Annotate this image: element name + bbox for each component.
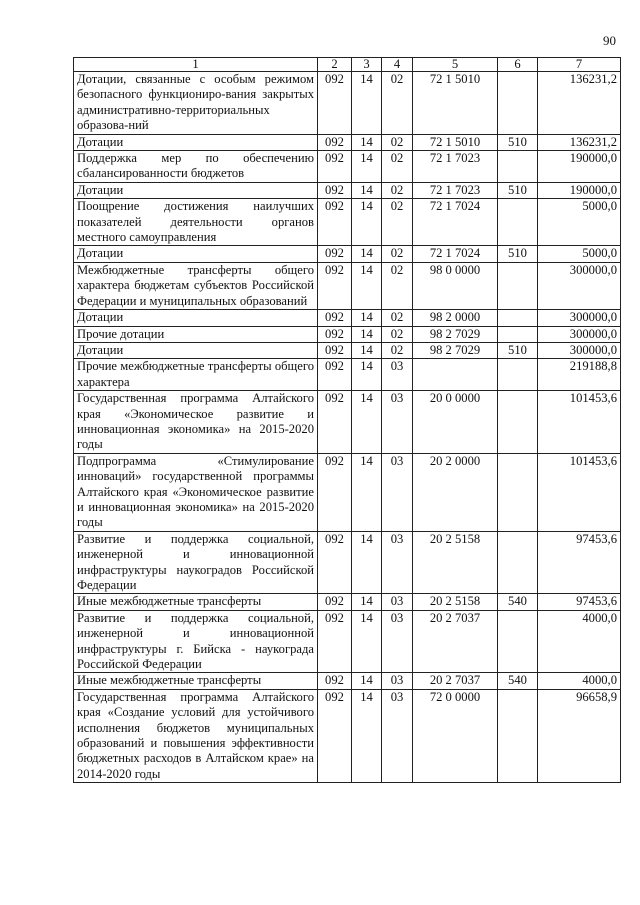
cell-grbs: 092	[318, 199, 352, 246]
cell-subsection: 03	[382, 594, 413, 610]
cell-name: Государственная программа Алтайского края «Создание условий для устойчивого исполнения бюджетов муниципальных образований и повышения эффективности бюджетных расходов в Алтайском крае» на 2014-2020 годы	[74, 689, 318, 782]
cell-amount: 4000,0	[538, 673, 621, 689]
cell-subsection: 02	[382, 326, 413, 342]
cell-section: 14	[352, 673, 382, 689]
cell-target-article: 98 2 7029	[413, 342, 498, 358]
cell-name: Дотации	[74, 310, 318, 326]
cell-expense-type: 540	[498, 673, 538, 689]
cell-target-article: 20 2 7037	[413, 610, 498, 673]
cell-section: 14	[352, 610, 382, 673]
header-cell-gr: 2	[318, 58, 352, 72]
cell-target-article: 98 2 7029	[413, 326, 498, 342]
cell-expense-type: 510	[498, 134, 538, 150]
cell-grbs: 092	[318, 151, 352, 183]
cell-section: 14	[352, 72, 382, 135]
cell-section: 14	[352, 689, 382, 782]
cell-section: 14	[352, 262, 382, 309]
cell-section: 14	[352, 310, 382, 326]
cell-section: 14	[352, 134, 382, 150]
cell-name: Дотации	[74, 134, 318, 150]
cell-amount: 97453,6	[538, 531, 621, 594]
cell-section: 14	[352, 453, 382, 531]
table-body	[74, 72, 621, 783]
cell-grbs: 092	[318, 359, 352, 391]
cell-amount: 5000,0	[538, 199, 621, 246]
cell-name: Поддержка мер по обеспечению сбалансированности бюджетов	[74, 151, 318, 183]
cell-subsection: 03	[382, 531, 413, 594]
cell-grbs: 092	[318, 342, 352, 358]
cell-grbs: 092	[318, 594, 352, 610]
budget-table	[73, 57, 621, 783]
cell-section: 14	[352, 531, 382, 594]
cell-target-article: 98 2 0000	[413, 310, 498, 326]
cell-target-article: 72 0 0000	[413, 689, 498, 782]
cell-grbs: 092	[318, 531, 352, 594]
cell-name: Развитие и поддержка социальной, инженерной и инновационной инфраструктуры г. Бийска - наукограда Российской Федерации	[74, 610, 318, 673]
table-row	[74, 326, 621, 342]
cell-name: Развитие и поддержка социальной, инженерной и инновационной инфраструктуры наукоградов Российской Федерации	[74, 531, 318, 594]
cell-expense-type	[498, 453, 538, 531]
cell-target-article: 20 0 0000	[413, 391, 498, 454]
cell-name: Подпрограмма «Стимулирование инноваций» государственной программы Алтайского края «Экономическое развитие и инновационная экономика» на 2015-2020 годы	[74, 453, 318, 531]
cell-name: Иные межбюджетные трансферты	[74, 594, 318, 610]
header-cell-sum: 7	[538, 58, 621, 72]
cell-expense-type	[498, 610, 538, 673]
cell-grbs: 092	[318, 453, 352, 531]
cell-subsection: 02	[382, 246, 413, 262]
cell-target-article: 72 1 7023	[413, 151, 498, 183]
table-row	[74, 262, 621, 309]
cell-amount: 300000,0	[538, 342, 621, 358]
cell-expense-type	[498, 72, 538, 135]
cell-grbs: 092	[318, 391, 352, 454]
cell-section: 14	[352, 359, 382, 391]
header-cell-rz: 3	[352, 58, 382, 72]
table-row	[74, 134, 621, 150]
cell-grbs: 092	[318, 262, 352, 309]
cell-expense-type	[498, 326, 538, 342]
table-row	[74, 610, 621, 673]
cell-subsection: 02	[382, 151, 413, 183]
cell-subsection: 03	[382, 689, 413, 782]
table-row	[74, 151, 621, 183]
table-row	[74, 310, 621, 326]
cell-subsection: 03	[382, 391, 413, 454]
cell-subsection: 02	[382, 72, 413, 135]
cell-expense-type: 510	[498, 342, 538, 358]
header-cell-cs: 5	[413, 58, 498, 72]
cell-target-article: 72 1 7024	[413, 199, 498, 246]
cell-name: Прочие межбюджетные трансферты общего характера	[74, 359, 318, 391]
cell-expense-type	[498, 199, 538, 246]
cell-name: Иные межбюджетные трансферты	[74, 673, 318, 689]
cell-target-article: 20 2 5158	[413, 531, 498, 594]
cell-grbs: 092	[318, 326, 352, 342]
cell-grbs: 092	[318, 610, 352, 673]
cell-grbs: 092	[318, 134, 352, 150]
cell-name: Государственная программа Алтайского края «Экономическое развитие и инновационная экономика» на 2015-2020 годы	[74, 391, 318, 454]
cell-grbs: 092	[318, 246, 352, 262]
table-row	[74, 72, 621, 135]
cell-name: Дотации	[74, 342, 318, 358]
cell-target-article: 72 1 5010	[413, 134, 498, 150]
cell-amount: 136231,2	[538, 72, 621, 135]
cell-amount: 190000,0	[538, 151, 621, 183]
cell-amount: 300000,0	[538, 262, 621, 309]
cell-subsection: 02	[382, 199, 413, 246]
cell-expense-type	[498, 262, 538, 309]
cell-section: 14	[352, 391, 382, 454]
table-row	[74, 342, 621, 358]
header-row	[74, 58, 621, 72]
cell-subsection: 02	[382, 342, 413, 358]
cell-target-article: 98 0 0000	[413, 262, 498, 309]
cell-amount: 300000,0	[538, 310, 621, 326]
cell-grbs: 092	[318, 182, 352, 198]
cell-subsection: 03	[382, 673, 413, 689]
page-number: 90	[603, 33, 616, 48]
cell-amount: 97453,6	[538, 594, 621, 610]
cell-section: 14	[352, 246, 382, 262]
cell-expense-type: 510	[498, 246, 538, 262]
cell-subsection: 03	[382, 610, 413, 673]
cell-expense-type	[498, 151, 538, 183]
cell-section: 14	[352, 199, 382, 246]
cell-section: 14	[352, 342, 382, 358]
table-row	[74, 689, 621, 782]
cell-expense-type	[498, 310, 538, 326]
cell-grbs: 092	[318, 689, 352, 782]
cell-subsection: 03	[382, 359, 413, 391]
cell-amount: 300000,0	[538, 326, 621, 342]
cell-name: Поощрение достижения наилучших показателей деятельности органов местного самоуправления	[74, 199, 318, 246]
cell-expense-type	[498, 531, 538, 594]
cell-amount: 96658,9	[538, 689, 621, 782]
cell-subsection: 02	[382, 310, 413, 326]
table-row	[74, 246, 621, 262]
table-row	[74, 594, 621, 610]
cell-expense-type	[498, 391, 538, 454]
cell-expense-type: 510	[498, 182, 538, 198]
cell-target-article	[413, 359, 498, 391]
cell-target-article: 72 1 7024	[413, 246, 498, 262]
cell-grbs: 092	[318, 310, 352, 326]
cell-subsection: 02	[382, 134, 413, 150]
cell-amount: 136231,2	[538, 134, 621, 150]
cell-grbs: 092	[318, 673, 352, 689]
table-row	[74, 182, 621, 198]
header-cell-vr: 6	[498, 58, 538, 72]
cell-subsection: 03	[382, 453, 413, 531]
cell-name: Дотации	[74, 182, 318, 198]
cell-section: 14	[352, 326, 382, 342]
table-row	[74, 673, 621, 689]
cell-target-article: 20 2 7037	[413, 673, 498, 689]
table-row	[74, 359, 621, 391]
cell-amount: 219188,8	[538, 359, 621, 391]
cell-expense-type: 540	[498, 594, 538, 610]
header-cell-name: 1	[74, 58, 318, 72]
cell-name: Дотации	[74, 246, 318, 262]
cell-target-article: 20 2 0000	[413, 453, 498, 531]
cell-target-article: 20 2 5158	[413, 594, 498, 610]
cell-amount: 101453,6	[538, 391, 621, 454]
cell-amount: 190000,0	[538, 182, 621, 198]
cell-name: Межбюджетные трансферты общего характера бюджетам субъектов Российской Федерации и муниципальных образований	[74, 262, 318, 309]
cell-subsection: 02	[382, 262, 413, 309]
cell-expense-type	[498, 689, 538, 782]
table-row	[74, 531, 621, 594]
cell-grbs: 092	[318, 72, 352, 135]
cell-amount: 5000,0	[538, 246, 621, 262]
table-row	[74, 453, 621, 531]
cell-section: 14	[352, 594, 382, 610]
header-cell-pr: 4	[382, 58, 413, 72]
cell-section: 14	[352, 182, 382, 198]
cell-expense-type	[498, 359, 538, 391]
cell-amount: 4000,0	[538, 610, 621, 673]
cell-target-article: 72 1 7023	[413, 182, 498, 198]
cell-name: Прочие дотации	[74, 326, 318, 342]
cell-subsection: 02	[382, 182, 413, 198]
cell-amount: 101453,6	[538, 453, 621, 531]
table-row	[74, 199, 621, 246]
cell-target-article: 72 1 5010	[413, 72, 498, 135]
table-row	[74, 391, 621, 454]
cell-name: Дотации, связанные с особым режимом безопасного функциониро-вания закрытых административно-территориальных образова-ний	[74, 72, 318, 135]
cell-section: 14	[352, 151, 382, 183]
